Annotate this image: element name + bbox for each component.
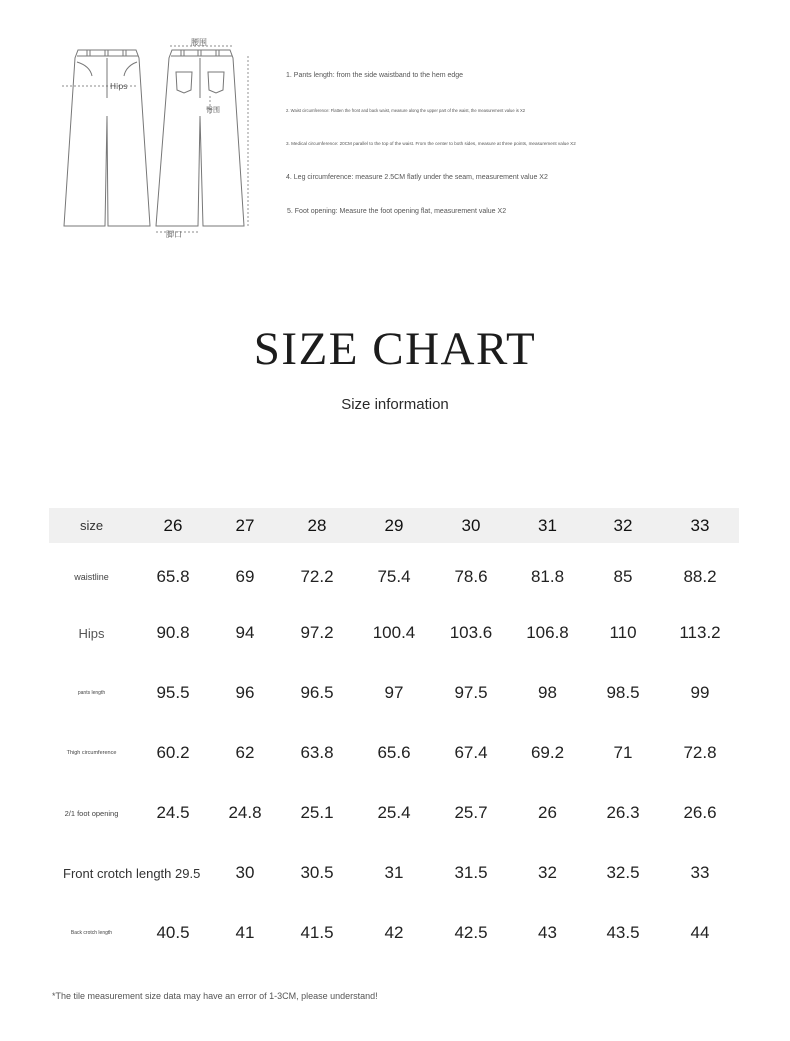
table-cell: 32: [538, 863, 557, 882]
hem-label: 脚口: [166, 230, 182, 239]
table-cell: 65.8: [156, 567, 190, 586]
table-cell: 78.6: [454, 567, 488, 586]
table-cell: 67.4: [454, 743, 488, 762]
table-cell: 94: [235, 623, 255, 642]
size-header-cell: 32: [613, 515, 633, 535]
table-cell: 95.5: [156, 683, 190, 702]
row-label: 2/1 foot opening: [64, 808, 119, 818]
table-cell: 26.3: [606, 803, 640, 822]
table-cell: 43: [538, 923, 557, 942]
table-cell: 60.2: [156, 743, 190, 762]
row-label: Hips: [78, 625, 105, 641]
table-cell: 69: [235, 567, 255, 586]
table-cell: 75.4: [377, 567, 411, 586]
table-cell: 97.2: [300, 623, 334, 642]
table-cell: 30.5: [300, 863, 334, 882]
table-cell: 24.8: [228, 803, 262, 822]
table-cell: 44: [690, 923, 710, 942]
row-label: Back crotch length: [70, 930, 113, 936]
table-cell: 25.4: [377, 803, 411, 822]
table-cell: 31.5: [454, 863, 488, 882]
table-cell: 33: [690, 863, 710, 882]
table-cell: 26.6: [683, 803, 717, 822]
note-leg: 4. Leg circumference: measure 2.5CM flatly under the seam, measurement value X2: [286, 174, 548, 181]
table-cell: 26: [538, 803, 557, 822]
table-cell: 42: [384, 923, 404, 942]
pants-front-outline: [64, 50, 150, 226]
measurement-notes: [286, 0, 766, 240]
table-cell: 113.2: [679, 623, 721, 642]
table-cell: 43.5: [606, 923, 640, 942]
table-cell: 25.1: [300, 803, 334, 822]
table-row: [49, 543, 739, 603]
header-size-label: size: [79, 518, 104, 533]
table-cell: 25.7: [454, 803, 488, 822]
table-cell: 98.5: [606, 683, 640, 702]
table-cell: 72.8: [683, 743, 717, 762]
table-cell: 40.5: [156, 923, 190, 942]
table-cell: 69.2: [530, 743, 565, 762]
table-cell: 30: [235, 863, 255, 882]
table-cell: 97: [384, 683, 404, 702]
waist-label: 腰围: [191, 38, 207, 47]
table-cell: 31: [384, 863, 404, 882]
row-label-merged: [49, 843, 212, 903]
note-hip: 3. Medical circumference: 20CM parallel to the top of the waist. From the center to both sides, measure at three points, measurement value X2: [286, 141, 576, 146]
table-row: [49, 843, 739, 903]
table-cell: 72.2: [300, 567, 334, 586]
page-title: SIZE CHART: [253, 323, 537, 375]
table-row: [49, 723, 739, 783]
table-cell: 24.5: [156, 803, 190, 822]
pants-diagram: [50, 36, 270, 241]
pants-back-outline: [156, 50, 244, 226]
table-header-row: [49, 508, 739, 543]
row-label: Thigh circumference: [66, 750, 117, 756]
thigh-label: 臀围: [206, 106, 220, 114]
note-foot-opening: 5. Foot opening: Measure the foot opening flat, measurement value X2: [287, 208, 507, 215]
table-cell: 88.2: [683, 567, 717, 586]
note-pants-length: 1. Pants length: from the side waistband to the hem edge: [286, 72, 464, 79]
footnote: *The tile measurement size data may have an error of 1-3CM, please understand!: [52, 991, 378, 1001]
table-cell: 42.5: [454, 923, 488, 942]
table-row: [49, 783, 739, 843]
table-cell: 100.4: [372, 623, 416, 642]
table-cell: 97.5: [454, 683, 488, 702]
hips-label: Hips: [110, 82, 128, 91]
row-label: pants length: [77, 690, 106, 696]
table-row: [49, 903, 739, 963]
table-cell: 96.5: [300, 683, 334, 702]
table-row: [49, 663, 739, 723]
size-header-cell: 29: [384, 515, 404, 535]
table-row: [49, 603, 739, 663]
table-cell: 63.8: [300, 743, 334, 762]
table-cell: 65.6: [377, 743, 411, 762]
table-cell: 110: [609, 623, 637, 642]
size-header-cell: 26: [163, 515, 183, 535]
table-cell: 99: [690, 683, 710, 702]
row-label: Front crotch length: [63, 865, 172, 881]
table-cell: 41: [235, 923, 255, 942]
size-header-cell: 31: [538, 515, 557, 535]
table-cell: 41.5: [300, 923, 334, 942]
table-cell: 103.6: [449, 623, 493, 642]
table-cell: 81.8: [530, 567, 565, 586]
page-subtitle: Size information: [341, 396, 449, 413]
table-cell: 106.8: [526, 623, 569, 642]
table-cell: 62: [235, 743, 255, 762]
table-cell: 98: [538, 683, 557, 702]
note-waist: 2. Waist circumference: Flatten the front and back waist, measure along the upper part of the waist, the measurement value is X2: [286, 108, 526, 113]
table-cell: 29.5: [175, 865, 201, 881]
size-header-cell: 33: [690, 515, 710, 535]
table-cell: 90.8: [156, 623, 190, 642]
table-cell: 85: [613, 567, 633, 586]
size-table: [49, 508, 739, 963]
table-cell: 71: [613, 743, 633, 762]
table-cell: 32.5: [606, 863, 640, 882]
table-cell: 96: [235, 683, 255, 702]
size-header-cell: 28: [307, 515, 327, 535]
row-label: waistline: [74, 572, 109, 582]
size-header-cell: 30: [461, 515, 481, 535]
size-header-cell: 27: [235, 515, 255, 535]
